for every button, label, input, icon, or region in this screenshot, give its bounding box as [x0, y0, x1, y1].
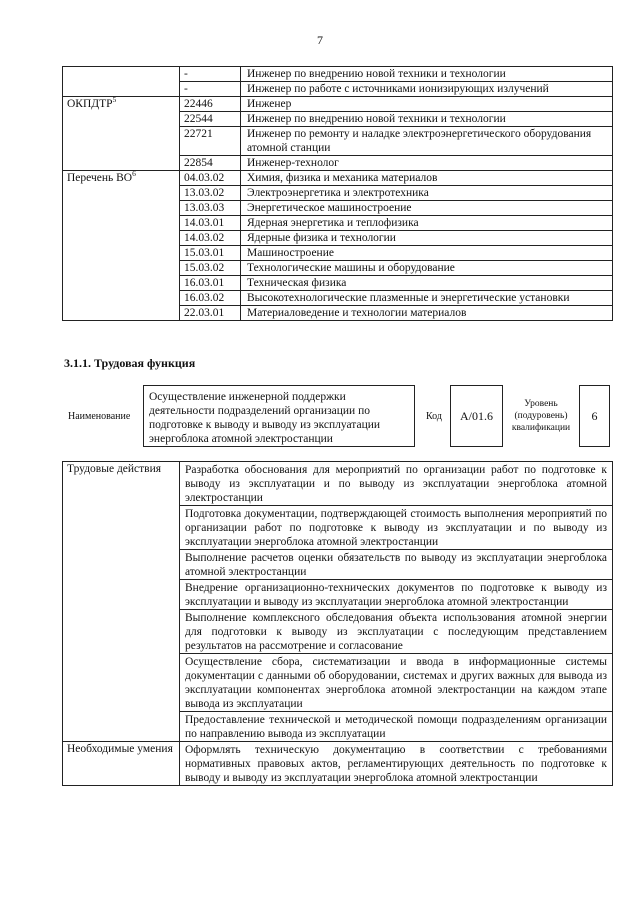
classifier-name: Высокотехнологические плазменные и энергетические установки: [241, 291, 613, 306]
skills-row: [63, 742, 613, 786]
classifier-row: [63, 246, 613, 261]
classifier-label: Перечень $ВО^6$: [63, 171, 180, 186]
classifier-code: 15.03.01: [180, 246, 241, 261]
classifier-row: [63, 276, 613, 291]
actions-item: Осуществление сбора, систематизации и ввода в информационные системы документации с данными об оборудовании, системах и других важных для вывода из эксплуатации компонентах энергоблока атомной электростанции на каждом этапе вывода из эксплуатации: [180, 654, 613, 712]
classifier-code: 14.03.02: [180, 231, 241, 246]
classifier-name: Инженер по внедрению новой техники и технологии: [241, 67, 613, 82]
classifier-row: [63, 82, 613, 97]
page-number: 7: [317, 33, 323, 47]
classifier-row: [63, 112, 613, 127]
classifier-row: [63, 171, 613, 186]
classifier-name: Технологические машины и оборудование: [241, 261, 613, 276]
actions-row: [63, 654, 613, 712]
function-code-label: Код: [426, 411, 442, 422]
classifier-name: Инженер-технолог: [241, 156, 613, 171]
classifier-name: Техническая физика: [241, 276, 613, 291]
actions-label: [63, 580, 180, 610]
section-title: 3.1.1. Трудовая функция: [64, 356, 196, 370]
classifier-row: [63, 291, 613, 306]
classifier-row: [63, 67, 613, 82]
actions-label: [63, 712, 180, 742]
classifier-label: [63, 201, 180, 216]
classifier-name: Инженер по работе с источниками ионизирующих излучений: [241, 82, 613, 97]
classifier-name: Ядерные физика и технологии: [241, 231, 613, 246]
classifier-code: 13.03.03: [180, 201, 241, 216]
classifier-label: ОКПДТР$^5$: [63, 97, 180, 112]
classifier-name: Электроэнергетика и электротехника: [241, 186, 613, 201]
classifier-name: Энергетическое машиностроение: [241, 201, 613, 216]
classifier-label: [63, 216, 180, 231]
classifier-name: Материаловедение и технологии материалов: [241, 306, 613, 321]
classifier-label: [63, 112, 180, 127]
classifier-name: Ядерная энергетика и теплофизика: [241, 216, 613, 231]
classifier-row: [63, 306, 613, 321]
classifier-code: 22721: [180, 127, 241, 156]
classifier-code: 22544: [180, 112, 241, 127]
actions-row: [63, 610, 613, 654]
classifier-label: [63, 291, 180, 306]
classifier-code: 14.03.01: [180, 216, 241, 231]
classifier-code: 13.03.02: [180, 186, 241, 201]
footnote-ref: 6: [132, 169, 136, 179]
actions-item: Внедрение организационно-технических документов по подготовке к выводу из эксплуатации и выводу из эксплуатации энергоблока атомной электростанции: [180, 580, 613, 610]
classifier-label: [63, 306, 180, 321]
classifier-label: [63, 231, 180, 246]
skills-item: Оформлять техническую документацию в соответствии с требованиями нормативных правовых актов, регламентирующих деятельность по подготовке к выводу и выводу из эксплуатации энергоблока атомной электростанции: [180, 742, 613, 786]
classifier-row: [63, 127, 613, 156]
classifier-code: 16.03.02: [180, 291, 241, 306]
actions-item: Разработка обоснования для мероприятий по организации работ по подготовке к выводу из эксплуатации и по выводу из эксплуатации энергоблока атомной электростанции: [180, 462, 613, 506]
actions-label: [63, 506, 180, 550]
classifier-code: -: [180, 82, 241, 97]
actions-row: [63, 462, 613, 506]
classifier-code: 04.03.02: [180, 171, 241, 186]
actions-row: [63, 550, 613, 580]
skills-label: Необходимые умения: [63, 742, 180, 786]
actions-row: [63, 580, 613, 610]
actions-label: [63, 550, 180, 580]
actions-label: [63, 610, 180, 654]
classifier-code: 16.03.01: [180, 276, 241, 291]
classifier-label: [63, 82, 180, 97]
classifier-row: [63, 261, 613, 276]
actions-label: Трудовые действия: [63, 462, 180, 506]
classifier-name: Инженер по внедрению новой техники и технологии: [241, 112, 613, 127]
actions-item: Предоставление технической и методической помощи подразделениям организации по направлению вывода из эксплуатации: [180, 712, 613, 742]
classifier-label: [63, 276, 180, 291]
actions-item: Выполнение расчетов оценки обязательств по выводу из эксплуатации энергоблока атомной электростанции: [180, 550, 613, 580]
function-name-label: Наименование: [68, 411, 131, 422]
classifier-label: [63, 261, 180, 276]
classifier-row: [63, 156, 613, 171]
classifier-label: [63, 127, 180, 156]
classifier-code: 15.03.02: [180, 261, 241, 276]
classifier-name: Инженер по ремонту и наладке электроэнергетического оборудования атомной станции: [241, 127, 613, 156]
actions-item: Подготовка документации, подтверждающей стоимость выполнения мероприятий по организации работ по подготовке к выводу из эксплуатации и по выводу из эксплуатации энергоблока атомной электростанции: [180, 506, 613, 550]
actions-row: [63, 712, 613, 742]
classifier-label: [63, 186, 180, 201]
classifier-code: 22854: [180, 156, 241, 171]
classifier-label: [63, 246, 180, 261]
classifier-label: [63, 67, 180, 82]
actions-item: Выполнение комплексного обследования объекта использования атомной энергии для подготовки к выводу из эксплуатации с последующим представлением результатов на рассмотрение и согласование: [180, 610, 613, 654]
classifier-code: 22446: [180, 97, 241, 112]
classifier-row: [63, 201, 613, 216]
actions-label: [63, 654, 180, 712]
classifier-code: -: [180, 67, 241, 82]
classifier-code: 22.03.01: [180, 306, 241, 321]
classifier-row: [63, 231, 613, 246]
classifier-table: [62, 66, 613, 321]
actions-row: [63, 506, 613, 550]
classifier-row: [63, 97, 613, 112]
classifier-name: Машиностроение: [241, 246, 613, 261]
actions-table: [62, 461, 613, 786]
classifier-row: [63, 186, 613, 201]
function-name: Осуществление инженерной поддержки деятельности подразделений организации по подготовке к выводу и выводу из эксплуатации энергоблока атомной электростанции: [143, 385, 415, 447]
classifier-name: Химия, физика и механика материалов: [241, 171, 613, 186]
function-code: А/01.6: [450, 385, 503, 447]
qualification-level-label: Уровень (подуровень) квалификации: [511, 399, 571, 433]
classifier-row: [63, 216, 613, 231]
qualification-level: 6: [579, 385, 610, 447]
classifier-name: Инженер: [241, 97, 613, 112]
footnote-ref: 5: [112, 95, 117, 105]
classifier-label: [63, 156, 180, 171]
